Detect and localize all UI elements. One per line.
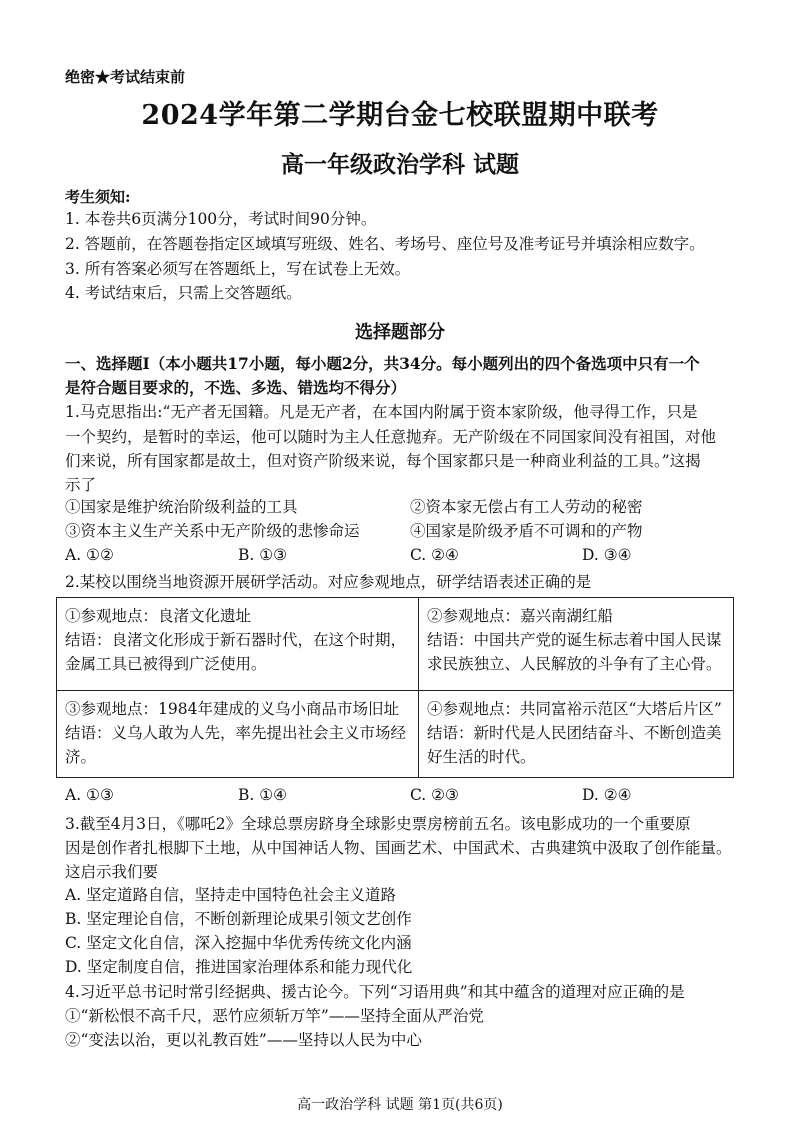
q1-stem-line: 示了 bbox=[65, 476, 97, 494]
section-title: 选择题部分 bbox=[355, 322, 445, 343]
q1-choice: B. ①③ bbox=[238, 546, 288, 564]
q1-statement: ④国家是阶级矛盾不可调和的产物 bbox=[410, 522, 643, 540]
q2-choice: B. ①④ bbox=[238, 786, 288, 804]
section-intro-line: 一、选择题Ⅰ（本小题共17小题，每小题2分，共34分。每小题列出的四个备选项中只有一个 bbox=[65, 354, 700, 373]
q2-cell-site: ④参观地点：共同富裕示范区“大塔后片区” bbox=[427, 700, 722, 718]
q3-option: D. 坚定制度自信，推进国家治理体系和能力现代化 bbox=[65, 958, 413, 976]
q1-choice: C. ②④ bbox=[410, 546, 459, 564]
q3-option: B. 坚定理论自信，不断创新理论成果引领文艺创作 bbox=[65, 910, 412, 928]
q1-stem-line: 1.马克思指出:“无产者无国籍。凡是无产者，在本国内附属于资本家阶级，他寻得工作，只是 bbox=[65, 403, 698, 421]
q1-stem-line: 们来说，所有国家都是故土，但对资产阶级来说，每个国家都只是一种商业利益的工具。”这揭 bbox=[65, 452, 701, 470]
notice-item: 1. 本卷共6页满分100分，考试时间90分钟。 bbox=[65, 210, 377, 228]
q3-stem-line: 因是创作者扎根脚下土地，从中国神话人物、国画艺术、中国武术、古典建筑中汲取了创作能量。 bbox=[65, 839, 732, 857]
q1-statement: ③资本主义生产关系中无产阶级的悲惨命运 bbox=[65, 522, 360, 540]
notice-heading: 考生须知: bbox=[65, 188, 131, 206]
q4-stem: 4.习近平总书记时常引经据典、援古论今。下列“习语用典”和其中蕴含的道理对应正确的是 bbox=[65, 983, 685, 1001]
q2-cell bbox=[419, 691, 734, 778]
q2-cell bbox=[419, 598, 734, 691]
q2-choice: D. ②④ bbox=[582, 786, 632, 804]
q3-option: C. 坚定文化自信，深入挖掘中华优秀传统文化内涵 bbox=[65, 934, 412, 952]
q1-statement: ①国家是维护统治阶级利益的工具 bbox=[65, 498, 298, 516]
exam-title: 2024学年第二学期台金七校联盟期中联考 bbox=[141, 100, 659, 131]
q2-cell-text: 结语：义乌人敢为人先，率先提出社会主义市场经济。 bbox=[65, 724, 407, 766]
q2-cell-site: ③参观地点：1984年建成的义乌小商品市场旧址 bbox=[65, 700, 399, 718]
page-footer: 高一政治学科 试题 第1页(共6页) bbox=[297, 1097, 503, 1113]
q1-choice: D. ③④ bbox=[582, 546, 632, 564]
notice-item: 3. 所有答案必须写在答题纸上，写在试卷上无效。 bbox=[65, 260, 411, 278]
q2-choice: A. ①③ bbox=[65, 786, 114, 804]
section-intro-line: 是符合题目要求的，不选、多选、错选均不得分） bbox=[65, 378, 407, 397]
q3-stem-line: 这启示我们要 bbox=[65, 863, 159, 881]
secret-label: 绝密★考试结束前 bbox=[65, 68, 186, 86]
q1-choice: A. ①② bbox=[65, 546, 114, 564]
q2-cell-text: 结语：良渚文化形成于新石器时代，在这个时期，金属工具已被得到广泛使用。 bbox=[65, 631, 407, 673]
q2-choice: C. ②③ bbox=[410, 786, 459, 804]
q1-stem-line: 一个契约，是暂时的幸运，他可以随时为主人任意抛弃。无产阶级在不同国家间没有祖国，对他 bbox=[65, 428, 717, 446]
q2-cell bbox=[57, 598, 419, 691]
q2-cell-text: 结语：中国共产党的诞生标志着中国人民谋求民族独立、人民解放的斗争有了主心骨。 bbox=[427, 631, 722, 673]
q4-item: ②“变法以治，更以礼教百姓”——坚持以人民为中心 bbox=[65, 1031, 422, 1049]
q3-option: A. 坚定道路自信，坚持走中国特色社会主义道路 bbox=[65, 886, 397, 904]
q3-stem-line: 3.截至4月3日，《哪吒2》全球总票房跻身全球影史票房榜前五名。该电影成功的一个重要原 bbox=[65, 815, 691, 833]
notice-item: 2. 答题前，在答题卷指定区域填写班级、姓名、考场号、座位号及准考证号并填涂相应数字。 bbox=[65, 235, 705, 253]
q2-cell-text: 结语：新时代是人民团结奋斗、不断创造美好生活的时代。 bbox=[427, 724, 722, 766]
q1-statement: ②资本家无偿占有工人劳动的秘密 bbox=[410, 498, 643, 516]
q2-stem: 2.某校以围绕当地资源开展研学活动。对应参观地点，研学结语表述正确的是 bbox=[65, 573, 592, 591]
q4-item: ①“新松恨不高千尺，恶竹应须斩万竿”——坚持全面从严治党 bbox=[65, 1007, 484, 1025]
q2-cell-site: ①参观地点：良渚文化遗址 bbox=[65, 607, 252, 625]
q2-table bbox=[56, 597, 734, 778]
exam-subtitle: 高一年级政治学科 试题 bbox=[280, 151, 519, 178]
q2-cell-site: ②参观地点：嘉兴南湖红船 bbox=[427, 607, 614, 625]
notice-item: 4. 考试结束后，只需上交答题纸。 bbox=[65, 284, 302, 302]
q2-cell bbox=[57, 691, 419, 778]
